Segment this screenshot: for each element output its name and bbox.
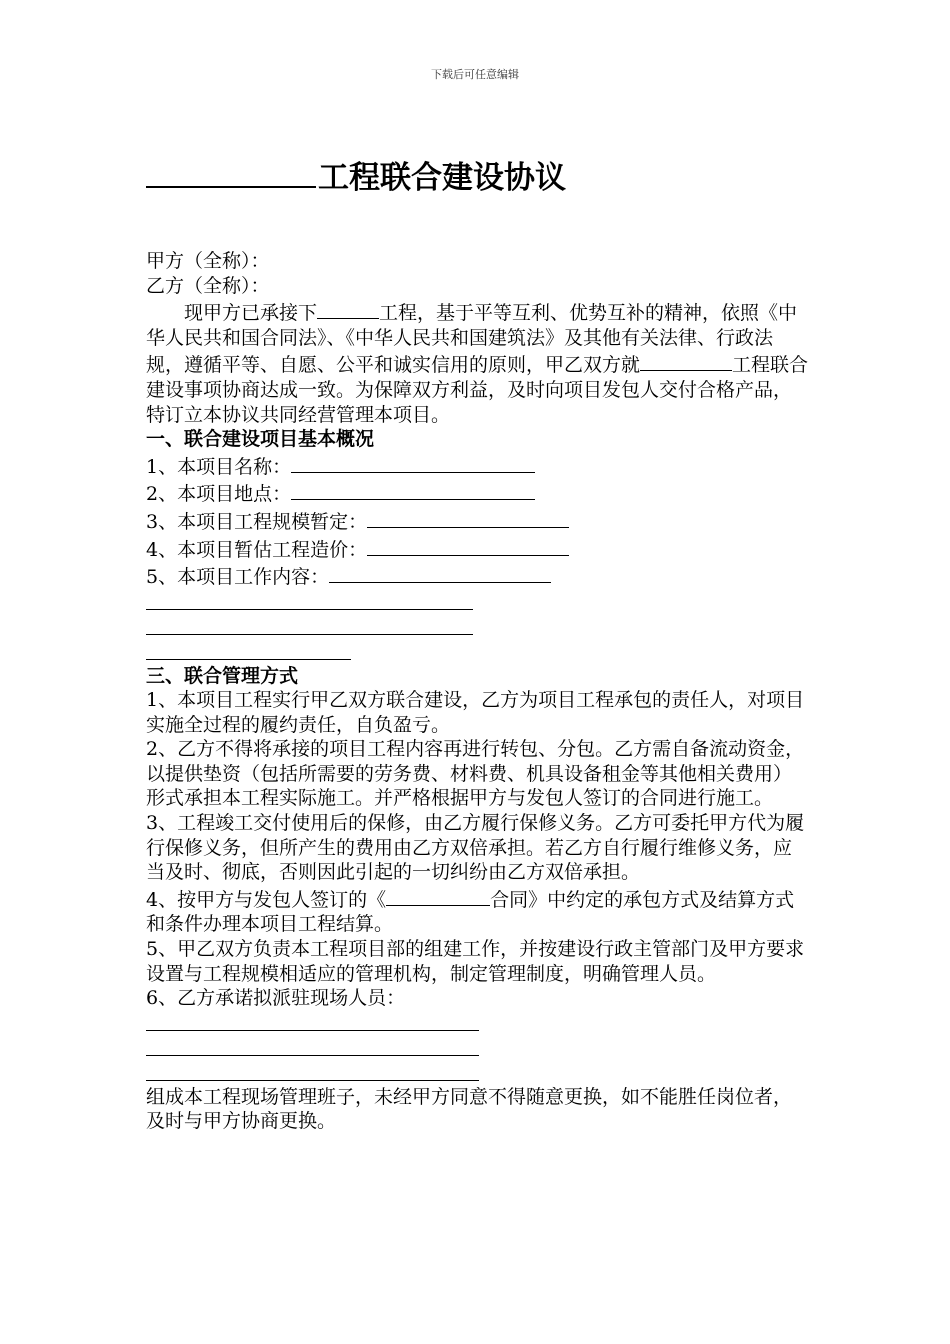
item-label: 1、本项目名称： xyxy=(146,455,292,478)
item-blank xyxy=(367,535,569,556)
item-blank xyxy=(291,452,535,473)
blank-line xyxy=(146,590,810,615)
section-3-item-1: 1、本项目工程实行甲乙双方联合建设，乙方为项目工程承包的责任人，对项目实施全过程的履约责任，自负盈亏。 xyxy=(146,689,805,736)
section-1-item-4 xyxy=(146,535,810,563)
header-note: 下载后可任意编辑 xyxy=(431,68,519,81)
blank-line xyxy=(146,1035,810,1060)
item-blank xyxy=(291,479,535,500)
section-1-heading: 一、联合建设项目基本概况 xyxy=(146,428,375,451)
agreement-body xyxy=(146,249,810,1134)
section-3-item-4 xyxy=(146,885,810,937)
intro-part-1: 现甲方已承接下 xyxy=(184,302,318,325)
item-blank xyxy=(367,507,569,528)
section-1-item-1 xyxy=(146,452,810,480)
section-1-item-3 xyxy=(146,507,810,535)
section-3-closing: 组成本工程现场管理班子，未经甲方同意不得随意更换，如不能胜任岗位者，及时与甲方协商更换。 xyxy=(146,1085,793,1133)
item-label: 2、本项目地点： xyxy=(146,483,292,506)
item-blank xyxy=(329,562,551,583)
blank-line xyxy=(146,614,810,639)
section-3-item-2: 2、乙方不得将承接的项目工程内容再进行转包、分包。乙方需自备流动资金，以提供垫资（包括所需要的劳务费、材料费、机具设备租金等其他相关费用）形式承担本工程实际施工。并严格根据甲方与发包人签订的合同进行施工。 xyxy=(146,738,805,810)
party-b-label: 乙方（全称）： xyxy=(146,274,270,297)
intro-part-3: 工程联合建设事项协商达成一致。为保障双方利益，及时向项目发包人交付合格产品，特订立本协议共同经营管理本项目。 xyxy=(146,354,809,426)
item-label: 5、本项目工作内容： xyxy=(146,566,330,589)
title-text: 工程联合建设协议 xyxy=(318,160,566,196)
blank-line xyxy=(146,1060,810,1085)
blank-line xyxy=(146,639,810,664)
contract-name-blank xyxy=(386,885,490,906)
intro-part-2: 工程，基于平等互利、优势互补的精神，依照《中华人民共和国合同法》、《中华人民共和国建筑法》及其他有关法律、行政法规，遵循平等、自愿、公平和诚实信用的原则，甲乙双方就 xyxy=(146,302,798,377)
blank-line xyxy=(146,1011,810,1036)
section-3-heading: 三、联合管理方式 xyxy=(146,664,299,687)
section-1-item-5 xyxy=(146,562,810,590)
party-a-label: 甲方（全称）： xyxy=(146,250,270,272)
page-title xyxy=(146,152,846,200)
intro-paragraph xyxy=(146,298,810,427)
intro-blank-1 xyxy=(317,298,379,319)
section-3-item-5: 5、甲乙双方负责本工程项目部的组建工作，并按建设行政主管部门及甲方要求设置与工程规模相适应的管理机构，制定管理制度，明确管理人员。 xyxy=(146,938,805,985)
item4-part-a: 4、按甲方与发包人签订的《 xyxy=(146,888,387,911)
section-3-item-3: 3、工程竣工交付使用后的保修，由乙方履行保修义务。乙方可委托甲方代为履行保修义务，但所产生的费用由乙方双倍承担。若乙方自行履行维修义务，应当及时、彻底，否则因此引起的一切纠纷由乙方双倍承担。 xyxy=(146,812,805,884)
item4-part-b: 合同》中约定的承包方式及结算方式和条件办理本项目工程结算。 xyxy=(146,888,795,936)
item-label: 4、本项目暂估工程造价： xyxy=(146,538,368,561)
section-1-item-2 xyxy=(146,479,810,507)
section-3-item-6: 6、乙方承诺拟派驻现场人员： xyxy=(146,987,406,1010)
title-blank xyxy=(146,152,316,188)
intro-blank-2 xyxy=(640,350,732,371)
item-label: 3、本项目工程规模暂定： xyxy=(146,510,368,533)
